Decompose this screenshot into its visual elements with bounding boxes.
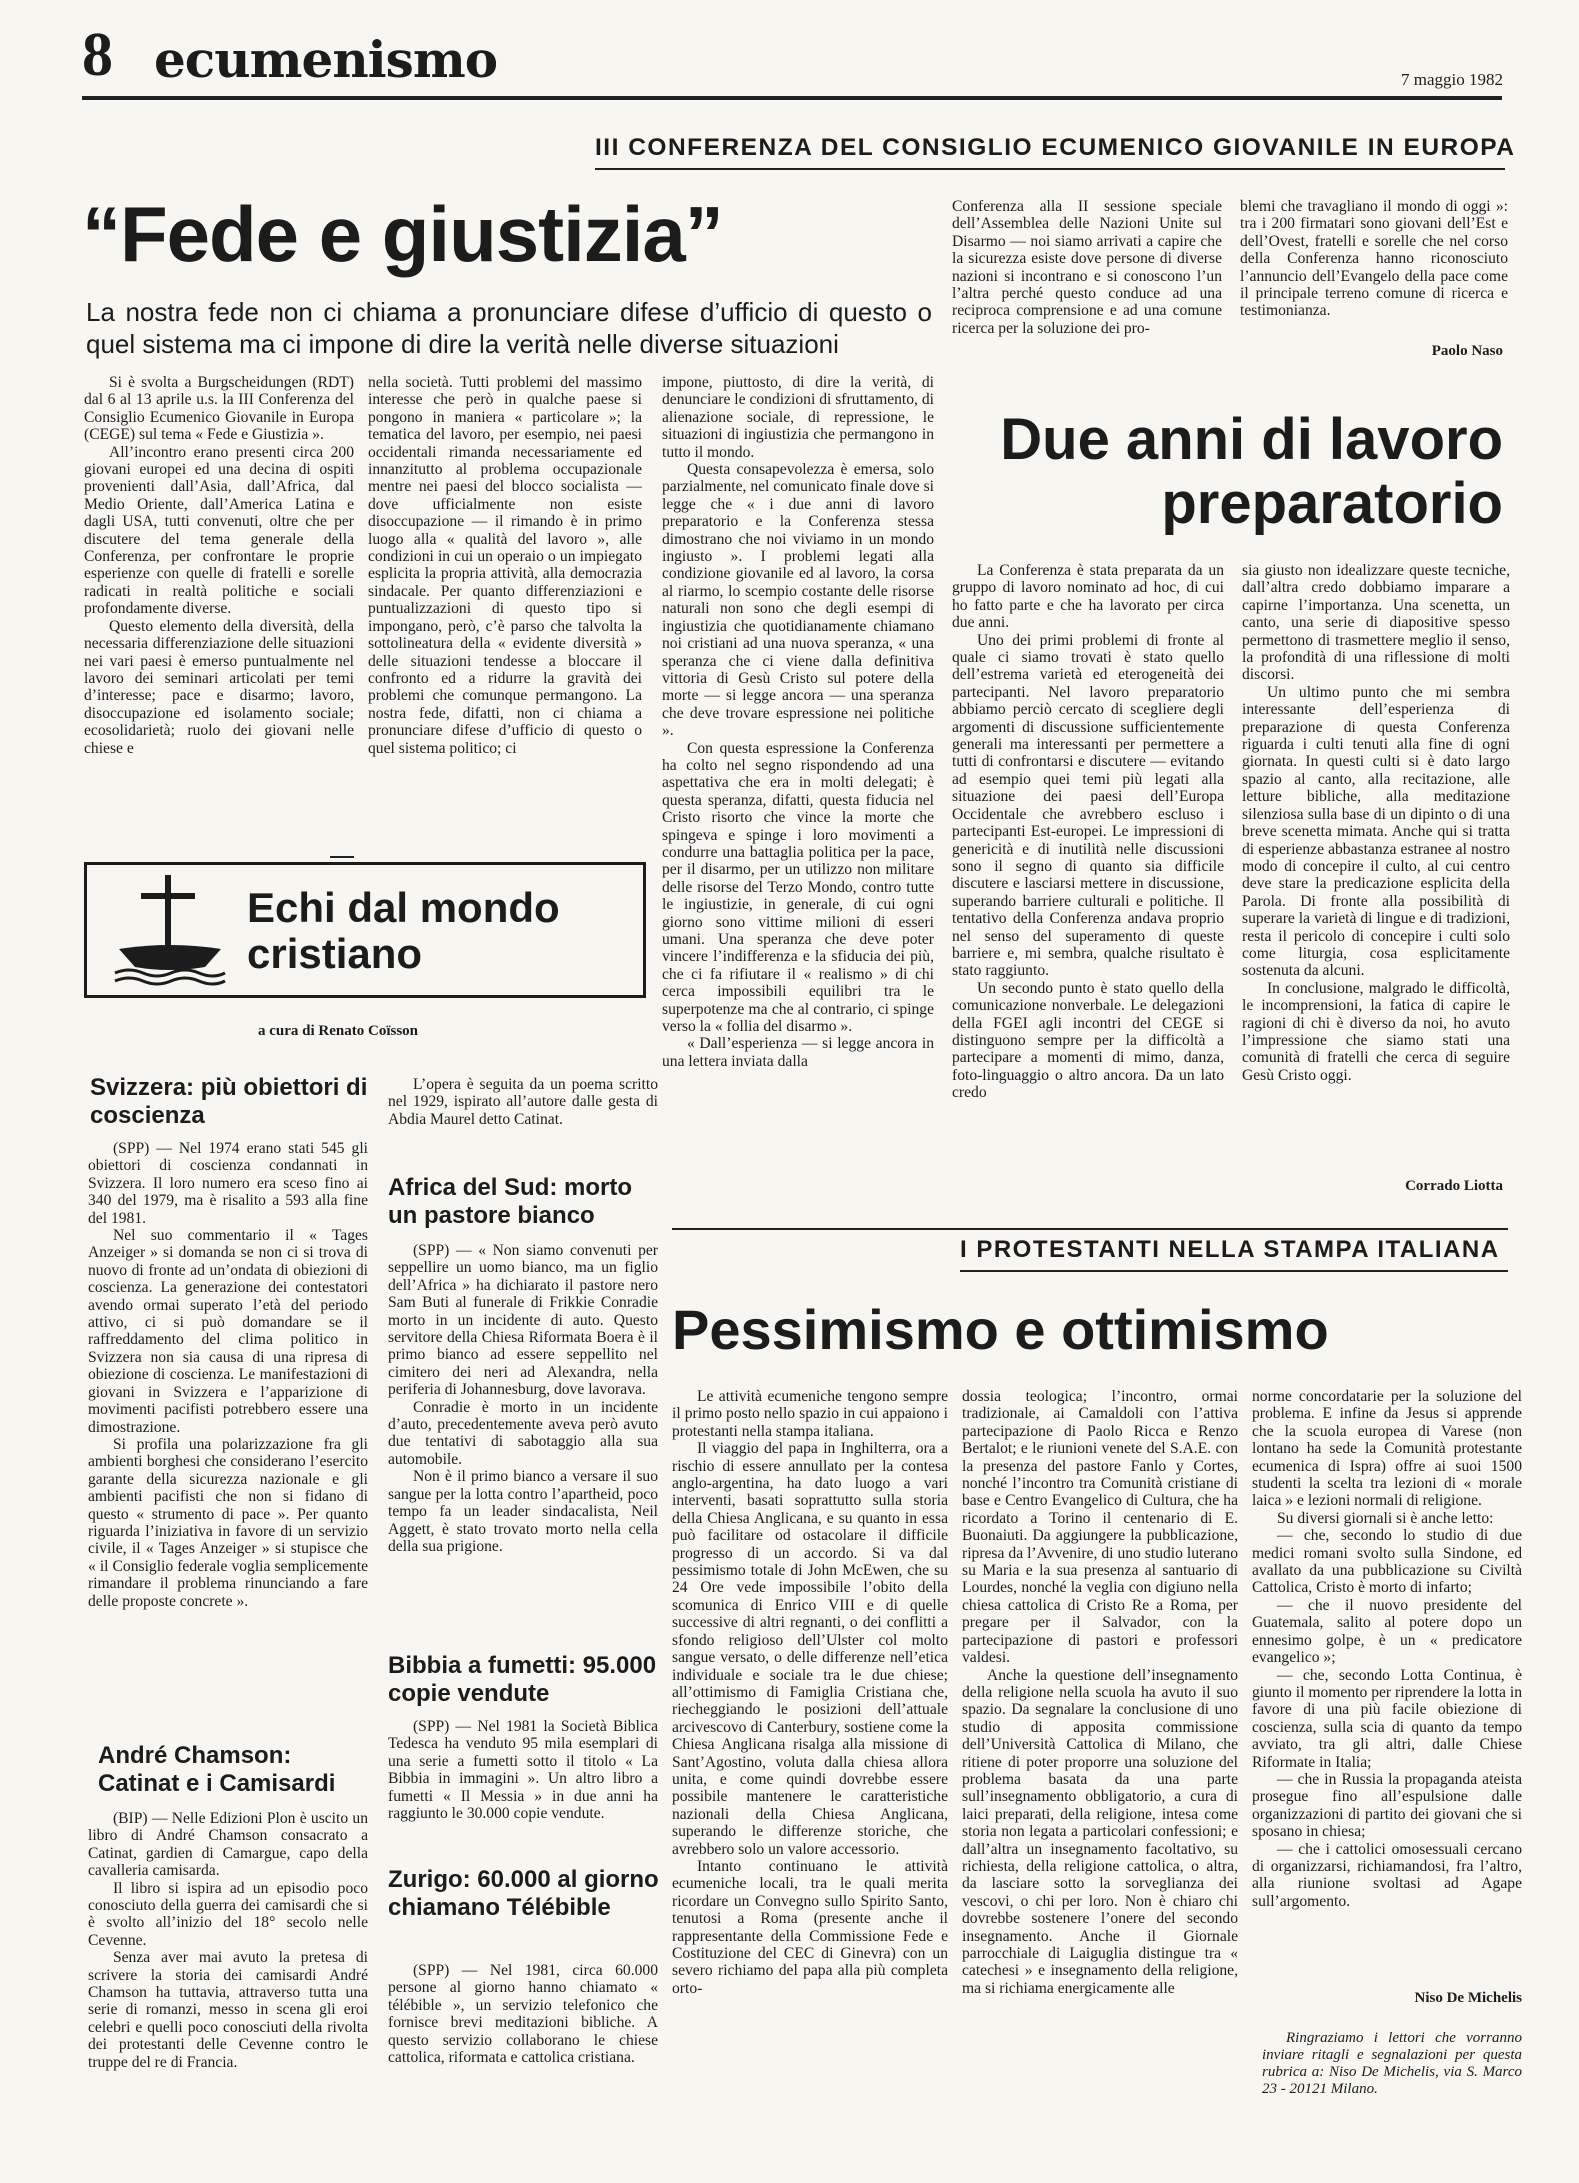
stampa-col-1: Le attività ecumeniche tengono sempre il primo posto nello spazio in cui appaiono i protestanti nella stampa italiana. Il viaggio del papa in Inghilterra, ora a rischio di essere annullato per la contesa anglo-argentina, ha dato luogo a vari interventi, basati soprattutto sulla storia della Chiesa Anglicana, e su quanto in essa può facilitare od ostacolare il difficile progresso di un accordo. Si va dal pessimismo totale di John McEwen, che su 24 Ore vede impossibile l’obito della scomunica di Enrico VIII e di quelle successive di altri regnanti, o dei conflitti a sfondo religioso dell’Ulster col molto sangue versato, o delle differenze nell’etica individuale e sociale tra le due chiese; all’ottimismo di Famiglia Cristiana che, riecheggiando le posizioni dell’attuale arcivescovo di Canterbury, sostiene come la Chiesa Anglicana risalga alla missione di Sant’Agostino, voluta dalla chiesa allora unita, e come quindi dovrebbe essere possibile mantenere le caratteristiche nazionali della Chiesa Anglicana, superando le differenze storiche, che avrebbero solo un valore accessorio. Intanto continuano le attività ecumeniche locali, tra le quali merita ricordare un Convegno sullo Spirito Santo, tenutosi a Roma (presente anche il rappresentante della Commissione Fede e Costituzione del CEC di Ginevra) con un severo richiamo del papa alla più completa orto- <box>672 1388 948 1997</box>
bibbia-title: Bibbia a fumetti: 95.000 copie vendute <box>388 1652 657 1707</box>
chamson-continuation: L’opera è seguita da un poema scritto nel 1929, ispirato all’autore dalle gesta di Abdia Maurel detto Catinat. <box>388 1076 658 1128</box>
preparatory-col-2: sia giusto non idealizzare queste tecniche, dall’altra credo dobbiamo imparare a capirne l’importanza. Una scenetta, un canto, una serie di diapositive spesso permettono di trasmettere meglio il senso, la profondità di una riflessione di molti discorsi. Un ultimo punto che mi sembra interessante dell’esperienza di preparazione di questa Conferenza riguarda i culti tenuti alla fine di ogni giornata. In questi culti si è dato largo spazio al canto, alla recitazione, alle letture bibliche, alla meditazione silenziosa sulla base di un dipinto o di una breve scenetta mimata. Anche qui si tratta di esperienze abbastanza estranee al nostro modo di concepire il culto, al cui centro deve stare la predicazione esplicita della Parola. Di fronte alla possibilità di superare la varietà di lingue e di tradizioni, resta il pericolo di concepire i culti solo come liturgia, cosa esplicitamente sostenuta da alcuni. In conclusione, malgrado le difficoltà, le incomprensioni, la fatica di capire le ragioni di chi è diverso da noi, ho avuto l’impressione che siamo stati una comunità di fratelli che cerca di seguire Gesù Cristo oggi. <box>1242 562 1510 1084</box>
stampa-top-rule <box>672 1228 1508 1230</box>
stampa-col-2: dossia teologica; l’incontro, ormai tradizionale, ai Camaldoli con l’attiva partecipazione di Paolo Ricca e Renzo Bertalot; e le riunioni venete del S.A.E. con la presenza del pastore Fanlo y Cortes, nonché l’incontro tra Comunità cristiane di base e Centro Evangelico di Cultura, che ha ricordato a Torino il centenario di E. Buonaiuti. Da aggiungere la pubblicazione, ripresa da l’Avvenire, di uno studio luterano su Maria e la sua presenza al santuario di Lourdes, nonché la veglia con digiuno nella chiesa cattolica di Cristo Re a Roma, per pregare per il Salvador, con la partecipazione di pastori e professori valdesi. Anche la questione dell’insegnamento della religione nella scuola ha avuto il suo spazio. Da segnalare la conclusione di uno studio di apposita commissione dell’Università Cattolica di Milano, che ritiene di poter proporre una soluzione del problema basata da una parte sull’insegnamento obbligatorio, a cura di laici preparati, della religione, intesa come storia non legata a particolari confessioni; e dall’altra un insegnamento facoltativo, su richiesta, della religione cattolica, o altra, da lasciare sotto la sorveglianza dei vescovi, o chi per loro. Non è chiaro chi dovrebbe sostenere l’onere del secondo insegnamento. Anche il Giornale parrocchiale di Laiguglia distingue tra « catechesi » e insegnamento della religione, ma si richiama energicamente alle <box>962 1388 1238 1997</box>
curator-prefix: a cura di <box>258 1023 315 1039</box>
echi-title-line1: Echi dal mondo <box>247 884 560 931</box>
zurigo-title: Zurigo: 60.000 al giorno chiamano Télébible <box>388 1866 659 1921</box>
chamson-title: André Chamson: Catinat e i Camisardi <box>98 1742 336 1797</box>
zurigo-body: (SPP) — Nel 1981, circa 60.000 persone al giorno hanno chiamato « télébible », un servizio telefonico che fornisce brevi meditazioni bibliche. A questo servizio collaborano le chiese cattolica, riformata e cattolica cristiana. <box>388 1962 658 2067</box>
conference-subtitle: La nostra fede non ci chiama a pronunciare difese d’ufficio di questo o quel sistema ma ci impone di dire la verità nelle diverse situazioni <box>86 297 932 359</box>
echi-title-line2: cristiano <box>247 930 423 977</box>
stampa-footer-note: Ringraziamo i lettori che vorranno inviare ritagli e segnalazioni per questa rubrica a: Niso De Michelis, via S. Marco 23 - 20121 Milano. <box>1262 2030 1522 2097</box>
conference-col-1: Si è svolta a Burgscheidungen (RDT) dal 6 al 13 aprile u.s. la III Conferenza del Consiglio Ecumenico Giovanile in Europa (CEGE) sul tema « Fede e Giustizia ». All’incontro erano presenti circa 200 giovani europei ed una decina di ospiti provenienti dall’Asia, dall’Africa, dal Medio Oriente, dall’America Latina e dagli USA, tutti convenuti, oltre che per discutere del tema generale della Conferenza, per confrontare le proprie esperienze con quelle di fratelli e sorelle radicati in realtà politiche e sociali profondamente diverse. Questo elemento della diversità, della necessaria differenziazione delle situazioni nei vari paesi è emerso puntualmente nel lavoro dei seminari articolati per temi d’interesse; pace e disarmo; lavoro, disoccupazione ed isolamento sociale; ecosolidarietà; ruolo dei giovani nelle chiese e <box>84 374 354 757</box>
chamson-body: (BIP) — Nelle Edizioni Plon è uscito un libro di André Chamson consacrato a Catinat, gardien di Camargue, capo della cavalleria camisarda. Il libro si ispira ad un episodio poco conosciuto della guerra dei camisardi che si è svolto all’inizio del 18° secolo nelle Cevenne. Senza aver mai avuto la pretesa di scrivere la storia dei camisardi André Chamson ha tuttavia, attraverso tutta una serie di romanzi, messo in scena gli eroi celebri e quelli poco conosciuti della rivolta dei protestanti delle Cevenne contro le truppe del re di Francia. <box>88 1810 368 2071</box>
africa-title: Africa del Sud: morto un pastore bianco <box>388 1174 633 1229</box>
echi-top-rule <box>330 856 354 858</box>
conference-col-2: nella società. Tutti problemi del massimo interesse che però in qualche paese si pongono in maniera « particolare »; la tematica del lavoro, per esempio, nei paesi occidentali rimanda necessariamente ed innanzitutto al problema occupazionale mentre nei paesi del blocco socialista — dove ufficialmente non esiste disoccupazione — il rimando è in primo luogo alla « qualità del lavoro », alle condizioni in cui un operaio o un impiegato esplicita la propria attività, alla democrazia sindacale. Per quanto differenziazioni e puntualizzazioni di questo tipo si impongano, però, c’è parso che talvolta la sottolineatura della « evidente diversità » delle situazioni tendesse a bloccare il confronto ed a ridurre la gravità dei problemi che comunque permangono. La nostra fede, difatti, non ci chiama a pronunciare difese d’ufficio di questo o quel sistema politico; ci <box>368 374 642 757</box>
cross-boat-icon <box>109 869 229 989</box>
africa-body: (SPP) — « Non siamo convenuti per seppellire un uomo bianco, ma un figlio dell’Africa » ha dichiarato il pastore nero Sam Buti al funerale di Frikkie Conradie morto in un incidente di auto. Questo servitore della Chiesa Riformata Boera è il primo bianco ad essere seppellito nel cimitero dei neri ad Alexandra, nella periferia di Johannesburg, dove lavorava. Conradie è morto in un incidente d’auto, precedentemente aveva però avuto due tentativi di sabotaggio alla sua automobile. Non è il primo bianco a versare il suo sangue per la lotta contro l’apartheid, poco tempo fa un leader sindacalista, Neil Aggett, è stato trovato morto nella cella della sua prigione. <box>388 1242 658 1555</box>
issue-date: 7 maggio 1982 <box>1401 70 1503 89</box>
conference-col-4: Conferenza alla II sessione speciale dell’Assemblea delle Nazioni Unite sul Disarmo — noi siamo arrivati a capire che la sicurezza esiste dove persone di diverse nazioni si incontrano e si conoscono l’un l’altra perché questo conduce ad una reciproca comprensione e ad una comune ricerca per la soluzione dei pro- <box>952 198 1222 337</box>
stampa-kicker: I PROTESTANTI NELLA STAMPA ITALIANA <box>960 1236 1500 1263</box>
masthead-rule <box>82 96 1502 100</box>
conference-title: “Fede e giustizia” <box>82 190 723 278</box>
bibbia-body: (SPP) — Nel 1981 la Società Biblica Tedesca ha venduto 95 mila esemplari di una serie a fumetti sotto il titolo « La Bibbia in immagini ». Un altro libro a fumetti « Il Messia » in due anni ha raggiunto le 30.000 copie vendute. <box>388 1718 658 1823</box>
section-title: ecumenismo <box>154 30 498 89</box>
svizzera-body: (SPP) — Nel 1974 erano stati 545 gli obiettori di coscienza condannati in Svizzera. Il loro numero era sceso fino ai 340 del 1979, ma è risalito a 593 alla fine del 1981. Nel suo commentario il « Tages Anzeiger » si domanda se non ci si trova di nuovo di fronte ad un’ondata di obiezioni di coscienza. La generazione dei contestatori avendo ormai superato l’età del periodo attivo, ci si può domandare se il raffreddamento del clima politico in Svizzera non sia causa di una ripresa di obiezione di coscienza. Le manifestazioni di giovani in Svizzera e l’apparizione di movimenti pacifisti potrebbero essere una dimostrazione. Si profila una polarizzazione fra gli ambienti borghesi che considerano l’esercito garante della sicurezza nazionale e gli ambienti pacifisti che non si fidano di questo « strumento di pace ». Per quanto riguarda l’iniziativa in favore di un servizio civile, il « Tages Anzeiger » si stupisce che « il Consiglio federale voglia semplicemente rimandare il problema rinunciando a fare delle proposte concrete ». <box>88 1140 368 1610</box>
kicker-rule <box>595 168 1505 170</box>
conference-col-3: impone, piuttosto, di dire la verità, di denunciare le condizioni di sfruttamento, di alienazione sociale, di repressione, le situazioni di ingiustizia che permangono in tutto il mondo. Questa consapevolezza è emersa, solo parzialmente, nel comunicato finale dove si legge che « i due anni di lavoro preparatorio e la Conferenza stessa dimostrano che noi viviamo in un mondo ingiusto ». I problemi legati alla condizione giovanile ed al lavoro, la corsa al riarmo, lo scempio costante delle risorse naturali non sono che degli esempi di ingiustizia che quotidianamente chiamano noi cristiani ad una nuova speranza, « una speranza che ci viene dalla definitiva vittoria di Gesù Cristo sul potere della morte — si legge ancora — una speranza che deve trovare espressione nei politiche ». Con questa espressione la Conferenza ha colto nel segno rispondendo ad una aspettativa che era in molti delegati; è questa speranza, difatti, questa fiducia nel Cristo risorto che vince la morte che spingeva e spinge i loro movimenti a condurre una battaglia politica per la pace, per il disarmo, per un utilizzo non militare delle risorse del Terzo Mondo, contro tutte le ingiustizie, in generale, di cui ogni giorno sono vittime milioni di esseri umani. Una speranza che deve poter vincere l’indifferenza e la sfiducia dei più, che ci fa rifiutare il « realismo » di chi cerca impossibili equilibri tra le superpotenze ma che al contrario, ci spinge verso la « follia del disarmo ». « Dall’esperienza — si legge ancora in una lettera inviata dalla <box>662 374 934 1070</box>
echi-box <box>84 862 646 998</box>
curator-name: Renato Coïsson <box>318 1023 419 1039</box>
preparatory-col-1: La Conferenza è stata preparata da un gruppo di lavoro nominato ad hoc, di cui ho fatto parte e che ha lavorato per circa due anni. Uno dei primi problemi di fronte al quale ci siamo trovati è stato quello dell’estrema varietà ed eterogeneità dei partecipanti. Nel lavoro preparatorio abbiamo perciò cercato di scegliere degli argomenti di discussione sufficientemente generali ma interessanti per permettere a tutti di confrontarsi e discutere — evitando ad esempio quei temi più legati alla situazione dei paesi dell’Europa Occidentale che avrebbero escluso i partecipanti Est-europei. Le impressioni di genericità e di inutilità nelle discussioni sono il segno di quanto sia difficile discutere e lasciarsi mettere in discussione, superando barriere culturali e politiche. Il tentativo della Conferenza andava proprio nel senso del superamento di queste barriere e, mi sembra, qualche risultato è stato raggiunto. Un secondo punto è stato quello della comunicazione nonverbale. Le delegazioni della FGEI agli incontri del CEGE si distinguono sempre per la difficoltà a partecipare a momenti di mimo, danza, foto-linguaggio o altro ancora. Da un lato credo <box>952 562 1224 1102</box>
stampa-title: Pessimismo e ottimismo <box>672 1298 1329 1361</box>
preparatory-author: Corrado Liotta <box>1405 1178 1503 1194</box>
svizzera-title: Svizzera: più obiettori di coscienza <box>90 1074 368 1129</box>
conference-author: Paolo Naso <box>1431 343 1503 359</box>
conference-col-5: blemi che travagliano il mondo di oggi »: tra i 200 firmatari sono giovani dell’Est e dell’Ovest, fratelli e sorelle che nel corso della Conferenza hanno riconosciuto l’annuncio dell’Evangelo della pace come il principale terreno comune di ricerca e testimonianza. <box>1240 198 1508 320</box>
preparatory-title-line2: preparatorio <box>1161 471 1503 536</box>
echi-curator <box>258 1023 418 1040</box>
stampa-kicker-rule <box>960 1270 1508 1272</box>
page-number: 8 <box>82 21 113 89</box>
stampa-col-3: norme concordatarie per la soluzione del problema. E infine da Jesus si apprende che la scuola europea di Varese (non lontano ha sede la Comunità protestante ecumenica di Ispra) offre ai suoi 1500 studenti la scelta tra lezioni di « morale laica » e lezioni normali di religione. Su diversi giornali si è anche letto: — che, secondo lo studio di due medici romani svolto sulla Sindone, ed avallato da una pubblicazione su Civiltà Cattolica, Cristo è morto di infarto; — che il nuovo presidente del Guatemala, salito al potere dopo un ennesimo golpe, è un « predicatore evangelico »; — che, secondo Lotta Continua, è giunto il momento per riprendere la lotta in favore di una più facile obiezione di coscienza, sulla scia di quanto da tempo avviato, tra gli altri, dalle Chiese Riformate in Italia; — che in Russia la propaganda ateista prosegue fino all’espulsione dalle organizzazioni di partito dei giovani che si sposano in chiesa; — che i cattolici omosessuali cercano di organizzarsi, richiamandosi, fra l’altro, alla riunione svoltasi ad Agape sull’argomento. <box>1252 1388 1522 1910</box>
preparatory-title-line1: Due anni di lavoro <box>1000 407 1503 472</box>
stampa-author: Niso De Michelis <box>1414 1990 1522 2006</box>
conference-kicker: III CONFERENZA DEL CONSIGLIO ECUMENICO GIOVANILE IN EUROPA <box>595 134 1516 161</box>
